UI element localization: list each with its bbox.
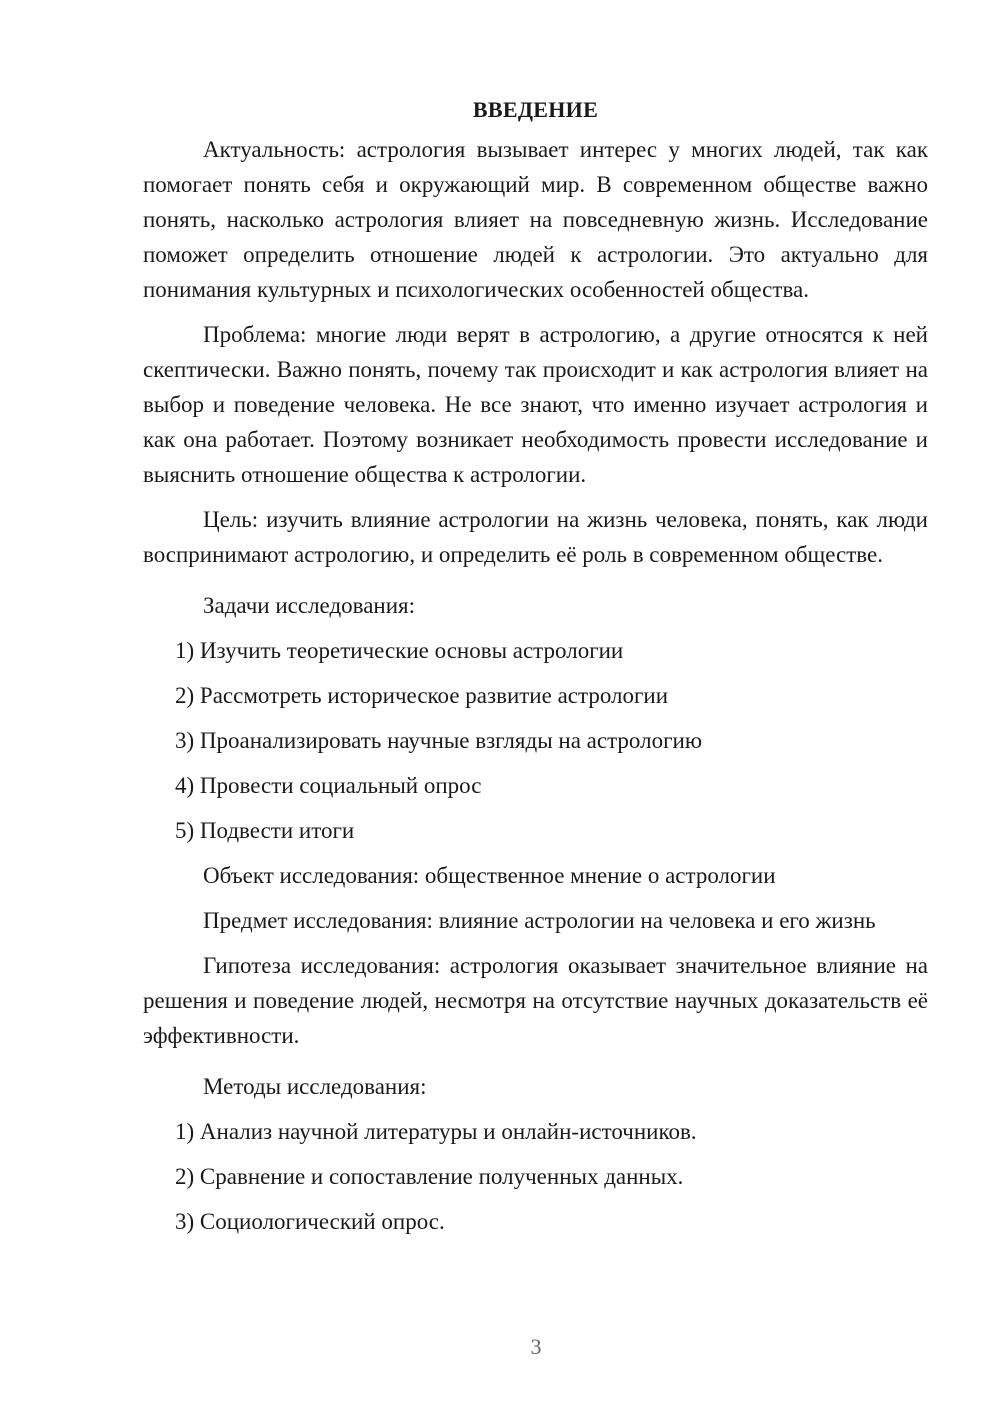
research-subject: Предмет исследования: влияние астрологии на человека и его жизнь: [203, 908, 876, 933]
problem-paragraph: Проблема: многие люди верят в астрологию, а другие относятся к ней скептически. Важно понять, почему так происходит и как астрология влияет на выбор и поведение человека. Не все знают, что именно изучает астрология и как она работает. Поэтому возникает необходимость провести исследование и выяснить отношение общества к астрологии.: [143, 322, 928, 487]
page-title: ВВЕДЕНИЕ: [472, 97, 599, 122]
task-item: 2) Рассмотреть историческое развитие астрологии: [175, 683, 669, 708]
page-number: 3: [530, 1334, 542, 1359]
task-item: 3) Проанализировать научные взгляды на астрологию: [175, 728, 703, 753]
task-item: 5) Подвести итоги: [175, 818, 355, 843]
tasks-heading: Задачи исследования:: [203, 593, 416, 618]
method-item: 3) Социологический опрос.: [175, 1209, 445, 1234]
relevance-paragraph: Актуальность: астрология вызывает интерес у многих людей, так как помогает понять себя и окружающий мир. В современном обществе важно понять, насколько астрология влияет на повседневную жизнь. Исследование поможет определить отношение людей к астрологии. Это актуально для понимания культурных и психологических особенностей общества.: [143, 137, 928, 302]
task-item: 4) Провести социальный опрос: [175, 773, 482, 798]
document-page: [143, 94, 928, 1239]
task-item: 1) Изучить теоретические основы астрологии: [175, 638, 624, 663]
method-item: 2) Сравнение и сопоставление полученных данных.: [175, 1164, 684, 1189]
hypothesis-paragraph: Гипотеза исследования: астрология оказывает значительное влияние на решения и поведение людей, несмотря на отсутствие научных доказательств её эффективности.: [143, 953, 928, 1048]
methods-heading: Методы исследования:: [203, 1074, 427, 1099]
research-object: Объект исследования: общественное мнение о астрологии: [203, 863, 776, 888]
method-item: 1) Анализ научной литературы и онлайн-источников.: [175, 1119, 697, 1144]
goal-paragraph: Цель: изучить влияние астрологии на жизнь человека, понять, как люди воспринимают астрологию, и определить её роль в современном обществе.: [143, 507, 928, 567]
